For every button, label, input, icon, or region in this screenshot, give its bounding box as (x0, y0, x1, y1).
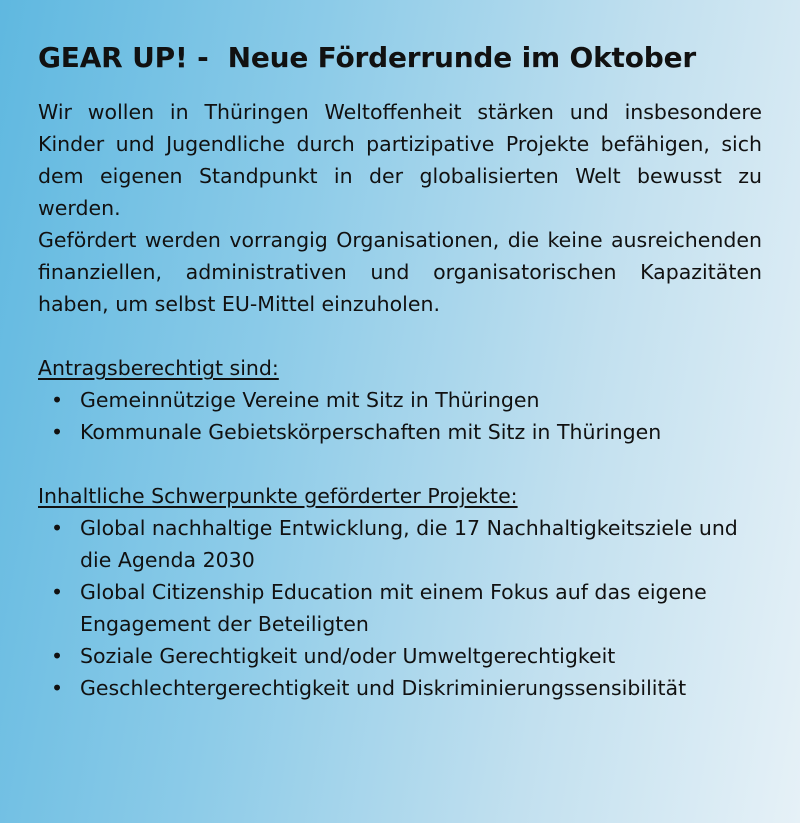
list-item-text: Gemeinnützige Vereine mit Sitz in Thüringen (80, 388, 540, 412)
spacer (38, 320, 762, 352)
list-item-text: Soziale Gerechtigkeit und/oder Umweltgerechtigkeit (80, 644, 616, 668)
focus-list (38, 512, 762, 704)
bullet-icon: • (50, 676, 64, 700)
spacer (38, 448, 762, 480)
list-item (38, 512, 762, 576)
list-item (38, 416, 762, 448)
list-item-text: Geschlechtergerechtigkeit und Diskriminierungssensibilität (80, 676, 687, 700)
bullet-icon: • (50, 516, 64, 540)
bullet-icon: • (50, 420, 64, 444)
bullet-icon: • (50, 388, 64, 412)
bullet-icon: • (50, 580, 64, 604)
intro-paragraph-1: Wir wollen in Thüringen Weltoffenheit stärken und insbesondere Kinder und Jugendliche durch partizipative Projekte befähigen, sich dem eigenen Standpunkt in der globalisierten Welt bewusst zu werden. (38, 100, 762, 220)
list-item (38, 640, 762, 672)
eligible-list (38, 384, 762, 448)
list-item (38, 384, 762, 416)
intro-paragraph-2: Gefördert werden vorrangig Organisationen, die keine ausreichenden finanziellen, administrativen und organisatorischen Kapazitäten haben, um selbst EU-Mittel einzuholen. (38, 228, 762, 316)
focus-heading: Inhaltliche Schwerpunkte geförderter Projekte: (38, 484, 518, 508)
list-item (38, 672, 762, 704)
list-item-text: Global Citizenship Education mit einem Fokus auf das eigene Engagement der Beteiligten (80, 580, 707, 636)
list-item-text: Global nachhaltige Entwicklung, die 17 Nachhaltigkeitsziele und die Agenda 2030 (80, 516, 738, 572)
bullet-icon: • (50, 644, 64, 668)
list-item-text: Kommunale Gebietskörperschaften mit Sitz in Thüringen (80, 420, 662, 444)
page-title: GEAR UP! - Neue Förderrunde im Oktober (38, 41, 697, 74)
eligible-heading: Antragsberechtigt sind: (38, 356, 279, 380)
list-item (38, 576, 762, 640)
